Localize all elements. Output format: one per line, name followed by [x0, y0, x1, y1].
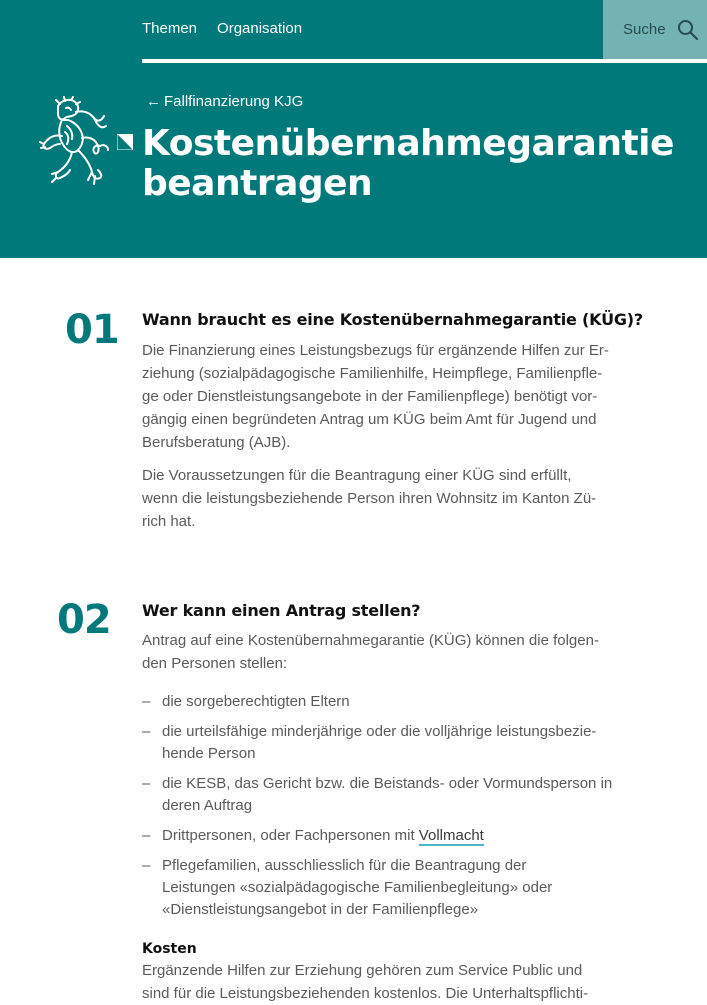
list-item-text: «Dienstleistungsangebot in der Familienpflege» [162, 901, 479, 918]
section-heading-01: Wann braucht es eine Kostenübernahmegarantie (KÜG)? [142, 310, 643, 329]
breadcrumb-label: Fallfinanzierung KJG [164, 93, 304, 110]
list-item [142, 773, 642, 817]
vollmacht-link[interactable]: Vollmacht [418, 827, 484, 844]
list-item-text: Pflegefamilien, ausschliesslich für die Beantragung der [162, 857, 527, 874]
text-line: Berufsberatung (AJB). [142, 434, 291, 451]
list-item-text: Leistungen «sozialpädagogische Familienbegleitung» oder [162, 879, 553, 896]
page-title-line-1: Kostenübernahmegarantie [142, 123, 674, 164]
text-line: rich hat. [142, 513, 196, 530]
list-item-text: deren Auftrag [162, 797, 253, 814]
costs-heading: Kosten [142, 941, 197, 957]
step-number-02: 02 [57, 597, 111, 643]
text-line: gängig einen begründeten Antrag um KÜG beim Amt für Jugend und [142, 411, 597, 428]
costs-paragraph [142, 959, 637, 1005]
dash-bullet: – [142, 827, 151, 844]
site-header [0, 0, 707, 258]
search-button[interactable] [603, 0, 707, 59]
text-line: ziehung (sozialpädagogische Familienhilfe, Heimpflege, Familienpfle- [142, 365, 603, 382]
dash-bullet: – [142, 857, 151, 874]
list-item [142, 825, 642, 847]
dash-bullet: – [142, 775, 151, 792]
list-item-text: Drittpersonen, oder Fachpersonen mit [162, 827, 419, 844]
list-item [142, 721, 642, 765]
breadcrumb-back-link[interactable] [146, 93, 303, 110]
canton-lion-logo[interactable] [38, 96, 110, 190]
dash-bullet: – [142, 693, 151, 710]
text-line: Ergänzende Hilfen zur Erziehung gehören zum Service Public und [142, 962, 583, 979]
section-01-paragraph-2 [142, 464, 637, 533]
list-item [142, 691, 642, 713]
coat-of-arms-icon [117, 134, 133, 150]
nav-item-themen[interactable]: Themen [142, 20, 198, 37]
list-item [142, 855, 642, 921]
search-label: Suche [623, 21, 666, 38]
nav-divider [142, 59, 707, 63]
applicant-list [142, 691, 642, 929]
text-line: sind für die Leistungsbeziehenden kostenlos. Die Unterhaltspflichti- [142, 985, 589, 1002]
list-item-text: die sorgeberechtigten Eltern [162, 693, 350, 710]
step-number-01: 01 [65, 307, 119, 353]
text-line: ge oder Dienstleistungsangebote in der Familienpflege) benötigt vor- [142, 388, 598, 405]
search-icon [676, 18, 700, 42]
list-item-text: die KESB, das Gericht bzw. die Beistands- oder Vormundsperson in [162, 775, 613, 792]
page-title-line-2: beantragen [142, 163, 373, 204]
page-title [142, 124, 702, 204]
section-02-intro [142, 629, 637, 675]
section-heading-02: Wer kann einen Antrag stellen? [142, 601, 421, 620]
text-line: Die Voraussetzungen für die Beantragung einer KÜG sind erfüllt, [142, 467, 572, 484]
dash-bullet: – [142, 723, 151, 740]
section-01-paragraph-1 [142, 339, 637, 454]
arrow-left-icon: ← [146, 93, 161, 110]
text-line: Antrag auf eine Kostenübernahmegarantie (KÜG) können die folgen- [142, 632, 599, 649]
main-nav [142, 20, 302, 37]
text-line: den Personen stellen: [142, 655, 288, 672]
text-line: wenn die leistungsbeziehende Person ihren Wohnsitz im Kanton Zü- [142, 490, 597, 507]
list-item-text: die urteilsfähige minderjährige oder die volljährige leistungsbezie- [162, 723, 597, 740]
nav-item-organisation[interactable]: Organisation [217, 20, 303, 37]
text-line: Die Finanzierung eines Leistungsbezugs für ergänzende Hilfen zur Er- [142, 342, 609, 359]
list-item-text: hende Person [162, 745, 256, 762]
